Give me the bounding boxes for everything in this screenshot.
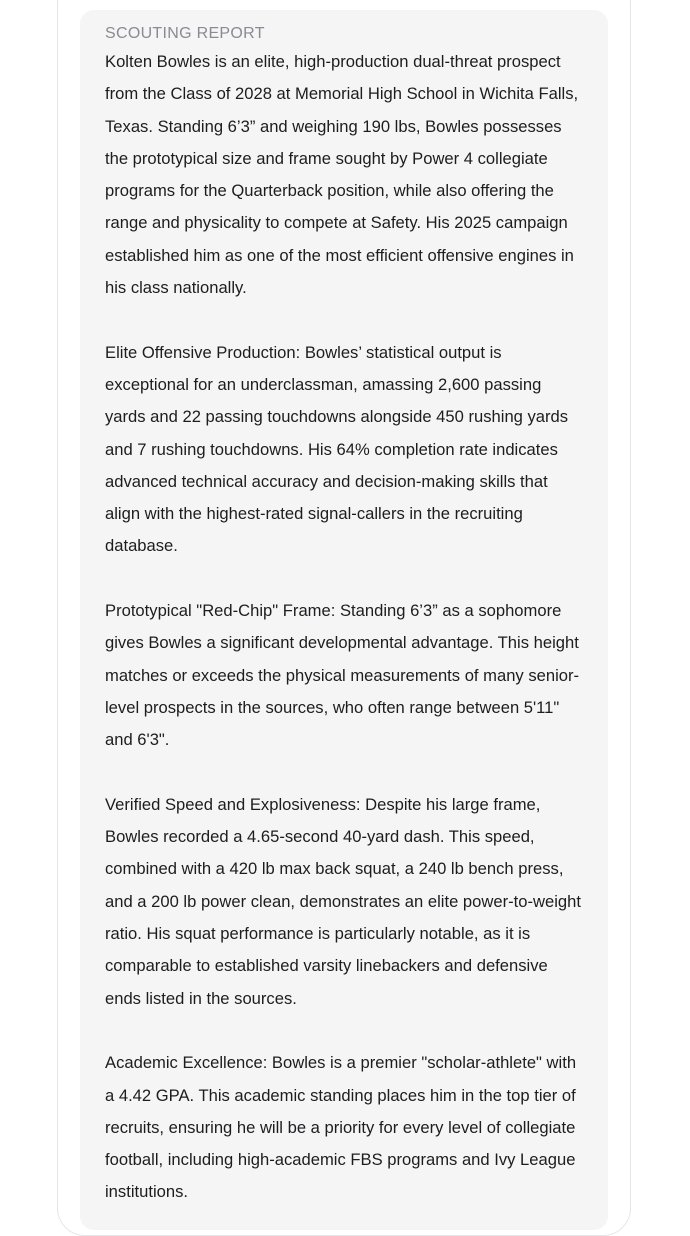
- report-paragraph-offense: Elite Offensive Production: Bowles’ statistical output is exceptional for an underclassman, amassing 2,600 passing yards and 22 passing touchdowns alongside 450 rushing yards and 7 rushing touchdowns. His 64% completion rate indicates advanced technical accuracy and decision-making skills that align with the highest-rated signal-callers in the recruiting database.: [105, 342, 569, 556]
- report-paragraph-intro: Kolten Bowles is an elite, high-production dual-threat prospect from the Class of 2028 at Memorial High School in Wichita Falls, Texas. Standing 6’3” and weighing 190 lbs, Bowles possesses the prototypical size and frame sought by Power 4 collegiate programs for the Quarterback position, while also offering the range and physicality to compete at Safety. His 2025 campaign established him as one of the most efficient offensive engines in his class nationally.: [105, 52, 579, 298]
- report-paragraph-frame: Prototypical "Red-Chip" Frame: Standing 6’3” as a sophomore gives Bowles a significant developmental advantage. This height matches or exceeds the physical measurements of many senior-level prospects in the sources, who often range between 5'11" and 6'3".: [105, 601, 580, 750]
- report-paragraph-speed: Verified Speed and Explosiveness: Despite his large frame, Bowles recorded a 4.65-second 40-yard dash. This speed, combined with a 420 lb max back squat, a 240 lb bench press, and a 200 lb power clean, demonstrates an elite power-to-weight ratio. His squat performance is particularly notable, as it is comparable to established varsity linebackers and defensive ends listed in the sources.: [105, 794, 581, 1008]
- report-paragraph-academics: Academic Excellence: Bowles is a premier "scholar-athlete" with a 4.42 GPA. This academic standing places him in the top tier of recruits, ensuring he will be a priority for every level of collegiate football, including high-academic FBS programs and Ivy League institutions.: [105, 1053, 577, 1202]
- section-label: SCOUTING REPORT: [105, 25, 265, 42]
- report-body: [105, 46, 586, 1209]
- scouting-report-panel: [80, 10, 608, 1230]
